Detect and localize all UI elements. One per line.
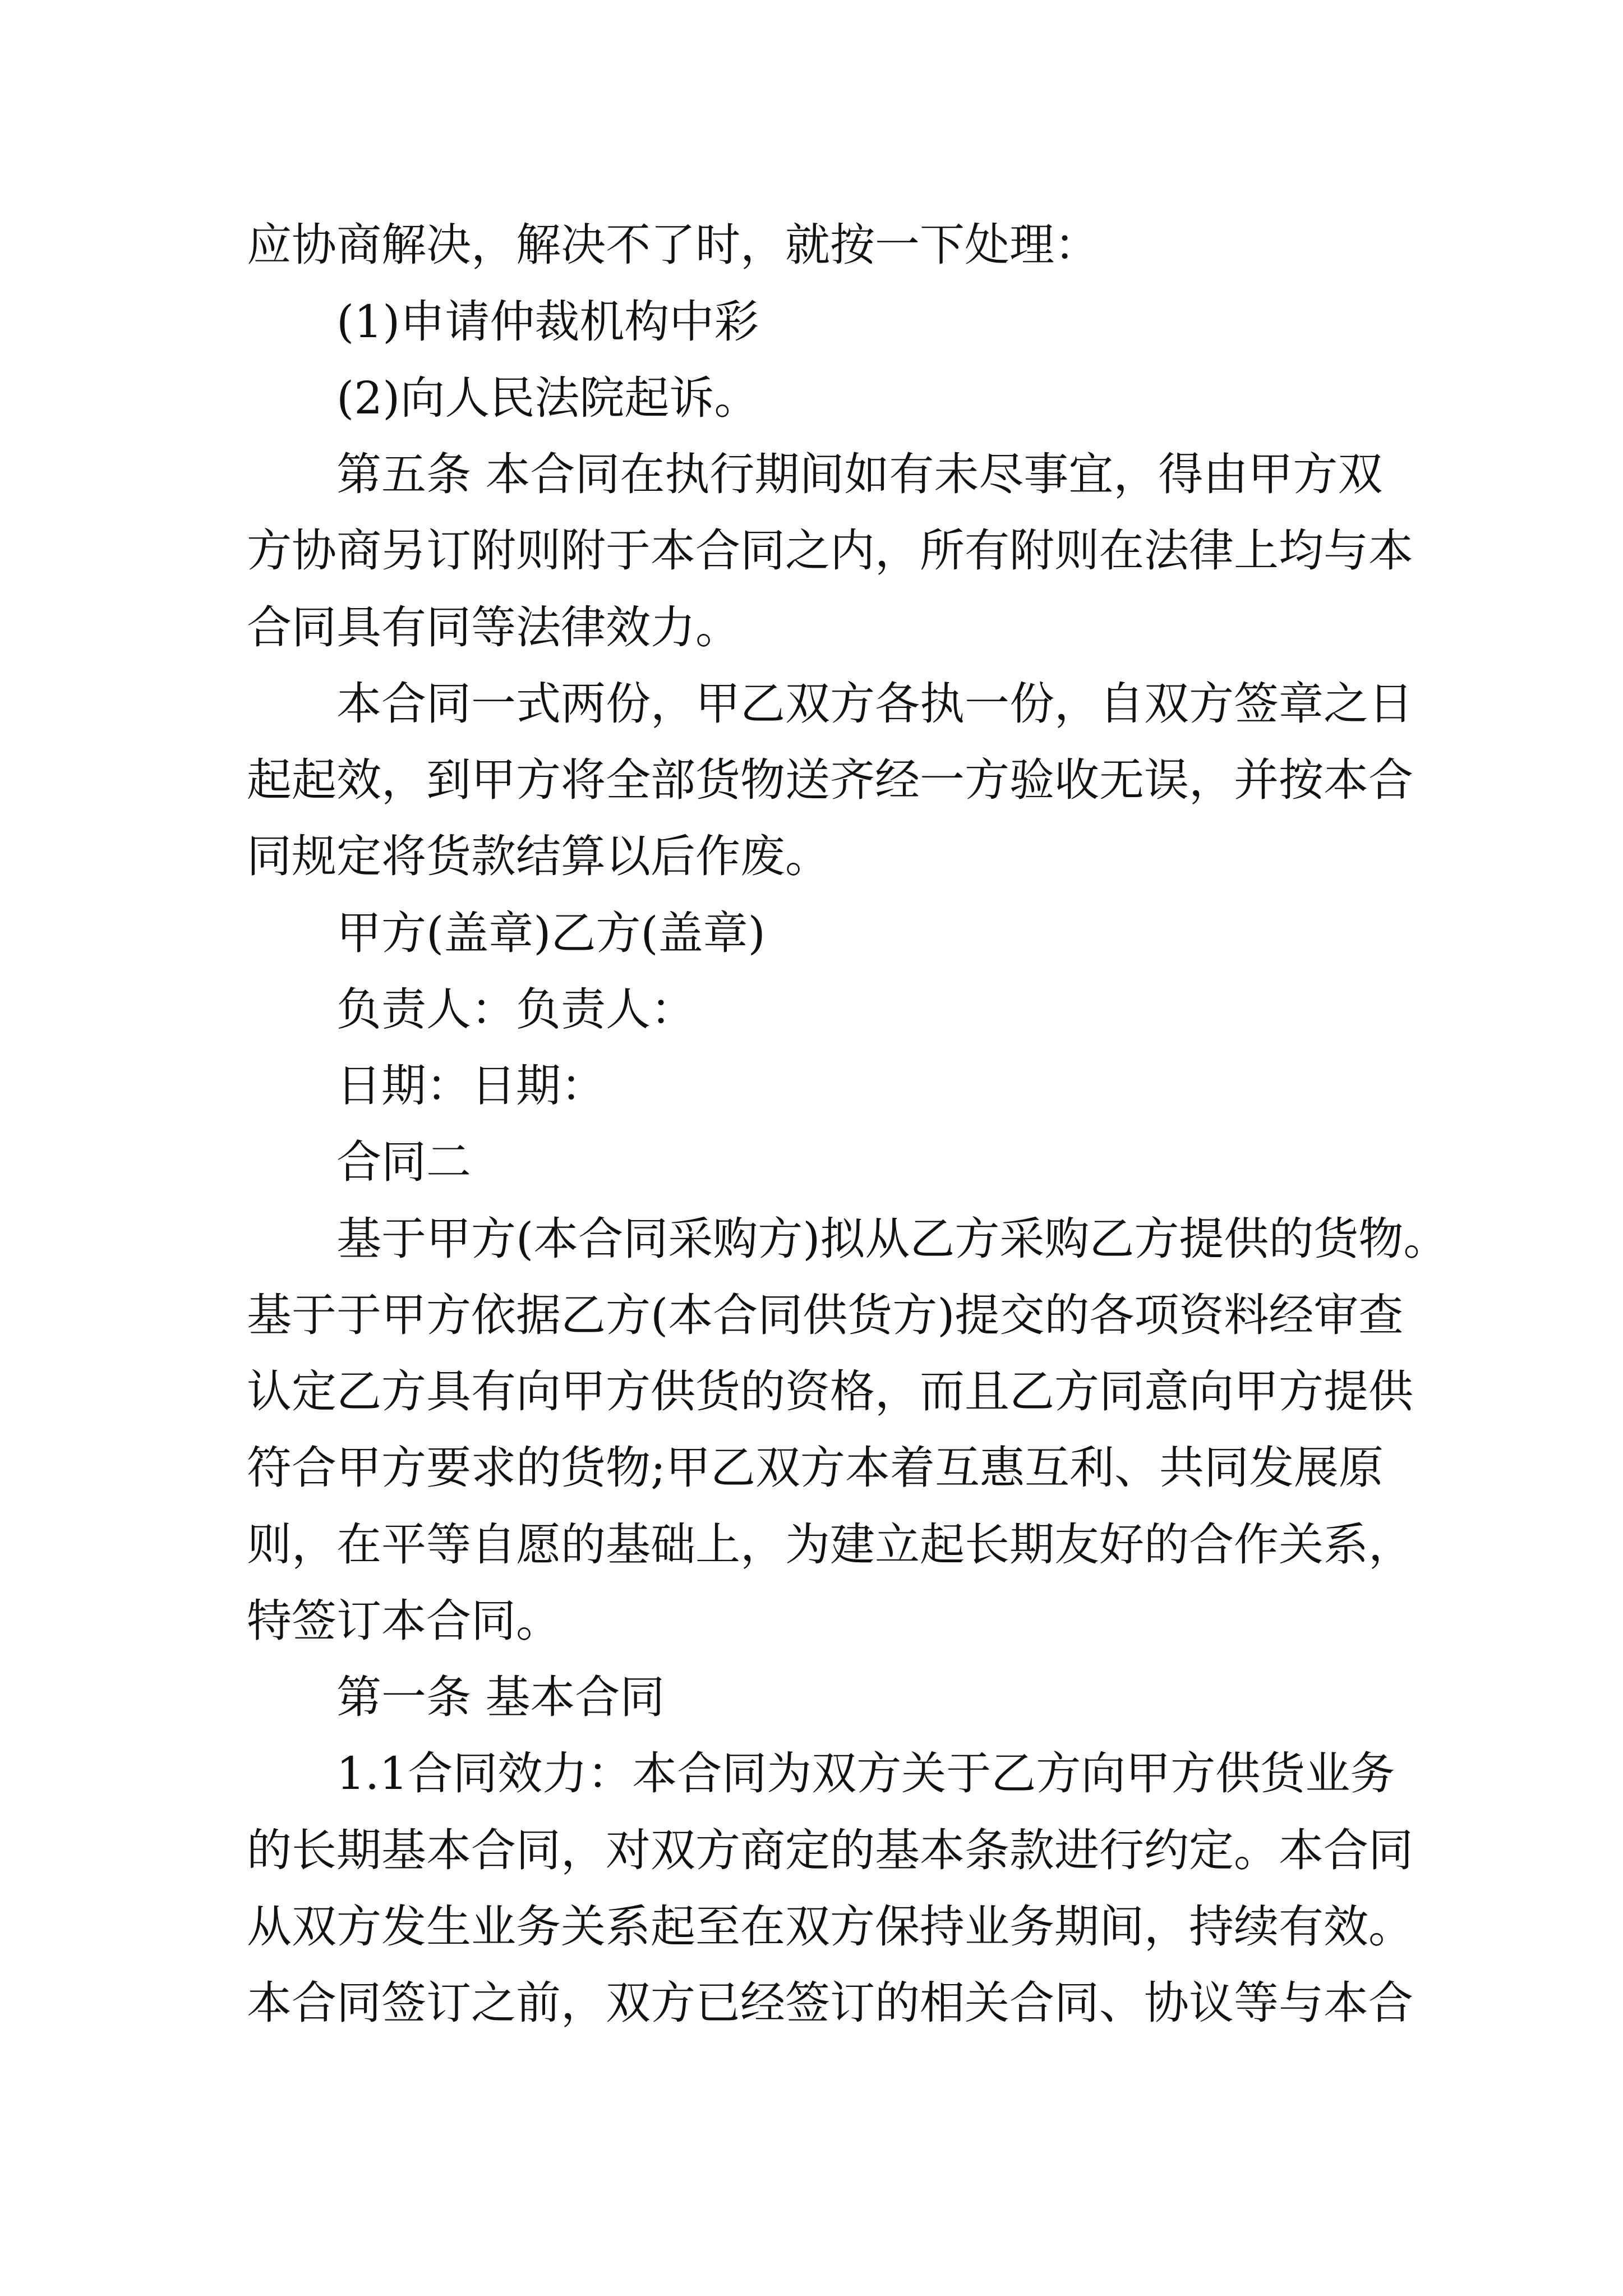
article-heading: 第一条 基本合同 bbox=[336, 1671, 665, 1723]
text-line: 同规定将货款结算以后作废。 bbox=[247, 830, 830, 882]
text-line: 起起效，到甲方将全部货物送齐经一方验收无误，并按本合 bbox=[247, 754, 1413, 806]
text-line: (2)向人民法院起诉。 bbox=[336, 372, 759, 424]
text-line: (1)申请仲裁机构中彩 bbox=[336, 296, 759, 348]
text-line: 符合甲方要求的货物;甲乙双方本着互惠互利、共同发展原 bbox=[247, 1442, 1384, 1494]
text-line: 基于甲方(本合同采购方)拟从乙方采购乙方提供的货物。 bbox=[336, 1213, 1449, 1265]
text-line: 认定乙方具有向甲方供货的资格，而且乙方同意向甲方提供 bbox=[247, 1365, 1413, 1418]
text-line: 第五条 本合同在执行期间如有未尽事宜，得由甲方双 bbox=[336, 448, 1383, 500]
text-line: 日期：日期： bbox=[336, 1060, 606, 1112]
text-line: 特签订本合同。 bbox=[247, 1595, 561, 1647]
text-line: 的长期基本合同，对双方商定的基本条款进行约定。本合同 bbox=[247, 1824, 1413, 1876]
text-line: 则，在平等自愿的基础上，为建立起长期友好的合作关系， bbox=[247, 1519, 1413, 1571]
text-line: 甲方(盖章)乙方(盖章) bbox=[336, 907, 766, 959]
text-line: 负责人：负责人： bbox=[336, 983, 695, 1036]
text-line: 1.1合同效力：本合同为双方关于乙方向甲方供货业务 bbox=[336, 1747, 1395, 1800]
text-line: 合同具有同等法律效力。 bbox=[247, 601, 740, 654]
text-line: 应协商解决，解决不了时，就按一下处理： bbox=[247, 219, 1099, 271]
text-line: 本合同签订之前，双方已经签订的相关合同、协议等与本合 bbox=[247, 1977, 1413, 2029]
text-line: 基于于甲方依据乙方(本合同供货方)提交的各项资料经审查 bbox=[247, 1289, 1404, 1341]
text-line: 方协商另订附则附于本合同之内，所有附则在法律上均与本 bbox=[247, 524, 1413, 577]
text-line: 本合同一式两份，甲乙双方各执一份，自双方签章之日 bbox=[336, 678, 1413, 730]
section-heading: 合同二 bbox=[336, 1136, 471, 1188]
text-line: 从双方发生业务关系起至在双方保持业务期间，持续有效。 bbox=[247, 1901, 1413, 1953]
